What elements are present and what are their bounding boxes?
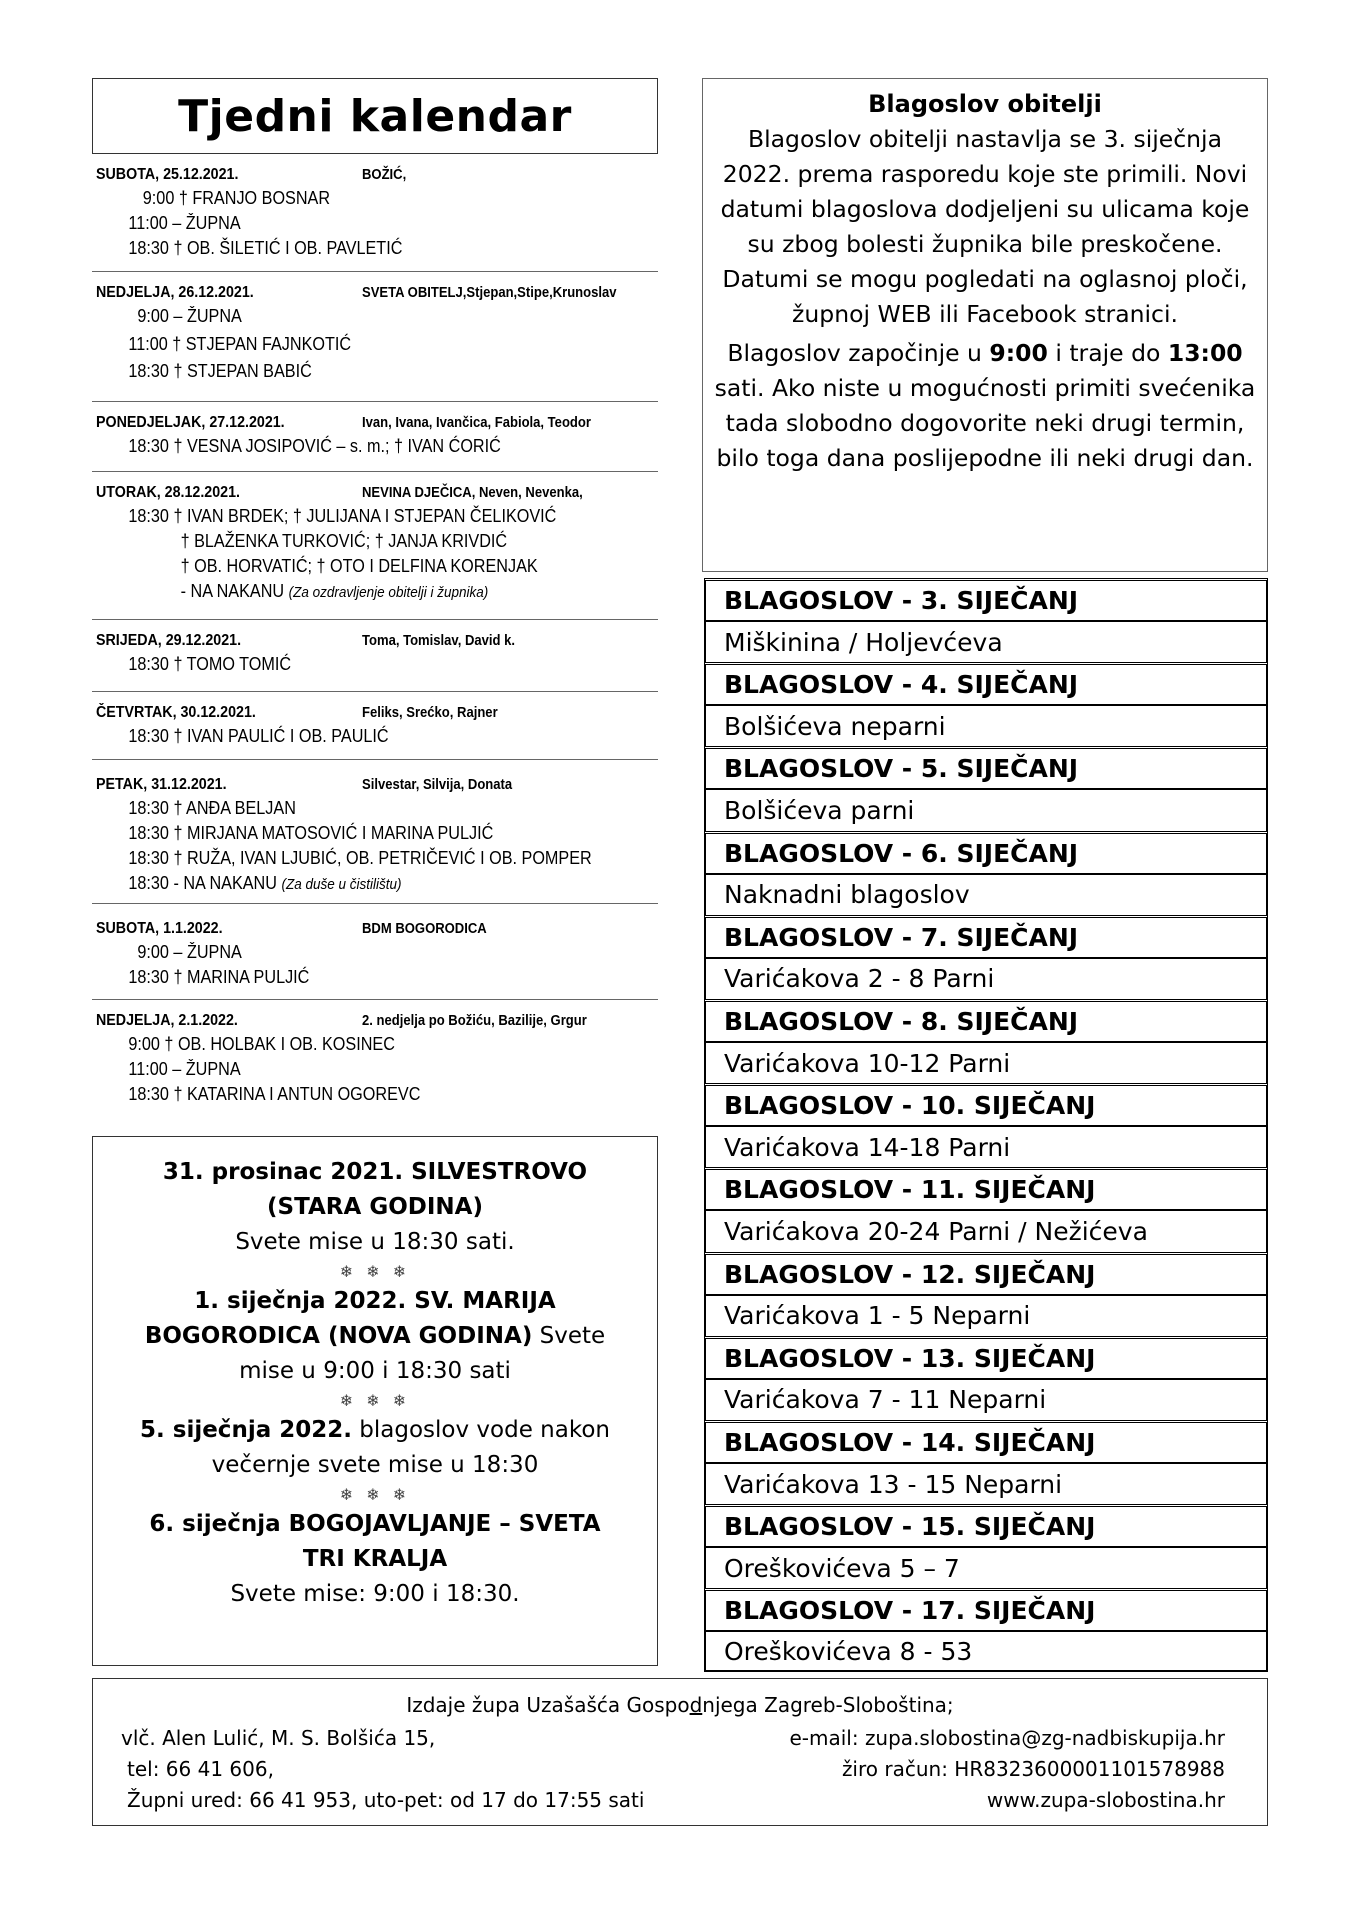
calendar-day <box>92 692 658 760</box>
calendar-day <box>92 760 658 904</box>
day-date: PETAK, 31.12.2021. <box>96 776 227 793</box>
mass-text: 18:30 - NA NAKANU <box>128 873 277 893</box>
mass-note: (Za duše u čistilištu) <box>281 876 402 893</box>
mass-entry: 18:30 † VESNA JOSIPOVIĆ – s. m.; † IVAN ĆORIĆ <box>128 436 501 456</box>
snowflake-divider-icon: ❄ ❄ ❄ <box>339 1262 411 1281</box>
mass-entry: 9:00 † OB. HOLBAK I OB. KOSINEC <box>128 1034 395 1054</box>
mass-entry: 18:30 † ANĐA BELJAN <box>128 798 296 818</box>
mass-entry: 9:00 – ŽUPNA <box>137 942 242 962</box>
schedule-date-row: BLAGOSLOV - 5. SIJEČANJ <box>704 746 1268 788</box>
publisher-text: d <box>689 1693 703 1717</box>
mass-entry: † OB. HORVATIĆ; † OTO I DELFINA KORENJAK <box>180 556 538 576</box>
schedule-street-row: Varićakova 10-12 Parni <box>704 1041 1268 1083</box>
schedule-date-row: BLAGOSLOV - 4. SIJEČANJ <box>704 662 1268 704</box>
day-date: UTORAK, 28.12.2021. <box>96 484 240 501</box>
announcement-text: Svete <box>532 1323 606 1349</box>
announcement-silvestrovo: 31. prosinac 2021. SILVESTROVO (STARA GODINA) <box>162 1159 588 1220</box>
schedule-street-row: Varićakova 13 - 15 Neparni <box>704 1462 1268 1504</box>
mass-entry: 11:00 – ŽUPNA <box>128 1059 241 1079</box>
day-date: PONEDJELJAK, 27.12.2021. <box>96 414 285 431</box>
mass-entry: 18:30 † OB. ŠILETIĆ I OB. PAVLETIĆ <box>128 238 403 258</box>
office-hours: Župni ured: 66 41 953, uto-pet: od 17 do 17:55 sati <box>127 1788 645 1812</box>
schedule-street-row: Miškinina / Holjevćeva <box>704 620 1268 662</box>
schedule-date-row: BLAGOSLOV - 7. SIJEČANJ <box>704 915 1268 957</box>
schedule-date-row: BLAGOSLOV - 13. SIJEČANJ <box>704 1336 1268 1378</box>
schedule-street-row: Varićakova 20-24 Parni / Nežićeva <box>704 1209 1268 1251</box>
announcement-text: mise u 9:00 i 18:30 sati <box>239 1358 511 1384</box>
blessing-text: Blagoslov započinje u <box>727 339 990 367</box>
announcement-epiphany: 6. siječnja BOGOJAVLJANJE – SVETA TRI KRALJA <box>149 1511 601 1572</box>
mass-entry: 18:30 † MARINA PULJIĆ <box>128 967 310 987</box>
announcement-holy-water <box>93 1413 657 1483</box>
mass-entry: 18:30 † RUŽA, IVAN LJUBIĆ, OB. PETRIČEVIĆ I OB. POMPER <box>128 848 592 868</box>
announcement-text: Svete mise u 18:30 sati. <box>235 1229 515 1255</box>
publisher-text: njega Zagreb-Sloboština; <box>702 1693 954 1717</box>
telephone: tel: 66 41 606, <box>127 1757 274 1781</box>
mass-entry: 18:30 † IVAN PAULIĆ I OB. PAULIĆ <box>128 726 389 746</box>
schedule-street-row: Varićakova 14-18 Parni <box>704 1125 1268 1167</box>
day-feast: NEVINA DJEČICA, Neven, Nevenka, <box>362 485 583 501</box>
mass-entry: † BLAŽENKA TURKOVIĆ; † JANJA KRIVDIĆ <box>180 531 508 551</box>
day-date: SUBOTA, 1.1.2022. <box>96 920 223 937</box>
day-feast: BOŽIĆ, <box>362 167 407 183</box>
schedule-date-row: BLAGOSLOV - 11. SIJEČANJ <box>704 1167 1268 1209</box>
mass-entry: 18:30 † KATARINA I ANTUN OGOREVC <box>128 1084 421 1104</box>
blessing-paragraph: Blagoslov obitelji nastavlja se 3. siječnja 2022. prema rasporedu koje ste primili. Novi datumi blagoslova dodjeljeni su ulicama koje su zbog bolesti župnika bile preskočene. <box>720 125 1250 258</box>
schedule-street-row: Naknadni blagoslov <box>704 873 1268 915</box>
website: www.zupa-slobostina.hr <box>986 1788 1225 1812</box>
calendar-day <box>92 620 658 692</box>
schedule-date-row: BLAGOSLOV - 15. SIJEČANJ <box>704 1504 1268 1546</box>
schedule-street-row: Varićakova 1 - 5 Neparni <box>704 1294 1268 1336</box>
blessing-text: sati. Ako niste u mogućnosti primiti svećenika tada slobodno dogovorite neki drugi termin, bilo toga dana poslijepodne ili neki drugi dan. <box>714 374 1256 472</box>
schedule-date-row: BLAGOSLOV - 17. SIJEČANJ <box>704 1588 1268 1630</box>
day-feast: Ivan, Ivana, Ivančica, Fabiola, Teodor <box>362 415 591 431</box>
blessing-time: 13:00 <box>1167 339 1243 367</box>
calendar-day <box>92 1000 658 1114</box>
mass-entry: 11:00 – ŽUPNA <box>128 213 241 233</box>
calendar-day <box>92 272 658 402</box>
calendar-day <box>92 904 658 1000</box>
day-date: ČETVRTAK, 30.12.2021. <box>96 704 256 721</box>
schedule-street-row: Varićakova 7 - 11 Neparni <box>704 1378 1268 1420</box>
blessing-time: 9:00 <box>989 339 1048 367</box>
mass-entry: 11:00 † STJEPAN FAJNKOTIĆ <box>128 334 352 354</box>
schedule-date-row: BLAGOSLOV - 14. SIJEČANJ <box>704 1420 1268 1462</box>
day-feast: Feliks, Srećko, Rajner <box>362 705 498 721</box>
mass-entry: 9:00 † FRANJO BOSNAR <box>142 188 331 208</box>
day-date: NEDJELJA, 26.12.2021. <box>96 284 254 301</box>
publisher-line <box>93 1693 1267 1717</box>
mass-entry: 18:30 † IVAN BRDEK; † JULIJANA I STJEPAN ČELIKOVIĆ <box>128 506 557 526</box>
announcements-box <box>92 1136 658 1666</box>
day-date: SUBOTA, 25.12.2021. <box>96 166 239 183</box>
day-feast: SVETA OBITELJ,Stjepan,Stipe,Krunoslav <box>362 285 617 301</box>
mass-entry <box>96 579 602 605</box>
publisher-text: Izdaje župa Uzašašća Gospo <box>406 1693 690 1717</box>
snowflake-divider-icon: ❄ ❄ ❄ <box>339 1485 411 1504</box>
mass-entry: 18:30 † MIRJANA MATOSOVIĆ I MARINA PULJIĆ <box>128 823 494 843</box>
announcement-bold: 5. siječnja 2022. <box>140 1417 352 1443</box>
blessing-schedule-table <box>704 578 1268 1672</box>
email: e-mail: zupa.slobostina@zg-nadbiskupija.hr <box>789 1726 1225 1750</box>
day-feast: Silvestar, Silvija, Donata <box>362 777 513 793</box>
mass-entry: 9:00 – ŽUPNA <box>137 306 242 326</box>
schedule-date-row: BLAGOSLOV - 10. SIJEČANJ <box>704 1083 1268 1125</box>
weekly-calendar <box>92 160 658 1114</box>
calendar-day <box>92 472 658 620</box>
announcement-text: Svete mise: 9:00 i 18:30. <box>230 1581 520 1607</box>
mass-entry: 18:30 † TOMO TOMIĆ <box>128 654 292 674</box>
day-date: SRIJEDA, 29.12.2021. <box>96 632 242 649</box>
schedule-street-row: Varićakova 2 - 8 Parni <box>704 957 1268 999</box>
blessing-box <box>702 78 1268 572</box>
day-feast: Toma, Tomislav, David k. <box>362 633 516 649</box>
calendar-title-box <box>92 78 658 154</box>
calendar-day <box>92 402 658 472</box>
mass-entry <box>96 871 602 897</box>
announcement-bold: 1. siječnja 2022. SV. MARIJA BOGORODICA (NOVA GODINA) <box>144 1288 556 1349</box>
day-feast: 2. nedjelja po Božiću, Bazilije, Grgur <box>362 1013 587 1029</box>
announcement-text: blagoslov vode nakon večernje svete mise u 18:30 <box>211 1417 610 1478</box>
calendar-day <box>92 160 658 272</box>
snowflake-divider-icon: ❄ ❄ ❄ <box>339 1391 411 1410</box>
calendar-title: Tjedni kalendar <box>178 90 572 142</box>
schedule-street-row: Bolšićeva parni <box>704 788 1268 830</box>
schedule-street-row: Bolšićeva neparni <box>704 704 1268 746</box>
schedule-street-row: Oreškovićeva 8 - 53 <box>704 1630 1268 1672</box>
day-date: NEDJELJA, 2.1.2022. <box>96 1012 238 1029</box>
priest-address: vlč. Alen Lulić, M. S. Bolšića 15, <box>121 1726 436 1750</box>
schedule-date-row: BLAGOSLOV - 3. SIJEČANJ <box>704 578 1268 620</box>
blessing-text: i traje do <box>1047 339 1168 367</box>
schedule-date-row: BLAGOSLOV - 12. SIJEČANJ <box>704 1252 1268 1294</box>
announcement-new-year <box>93 1284 657 1354</box>
mass-text: - NA NAKANU <box>180 581 285 601</box>
footer-box <box>92 1678 1268 1826</box>
bank-account: žiro račun: HR8323600001101578988 <box>841 1757 1225 1781</box>
schedule-date-row: BLAGOSLOV - 6. SIJEČANJ <box>704 831 1268 873</box>
blessing-paragraph <box>711 336 1259 476</box>
mass-entry: 18:30 † STJEPAN BABIĆ <box>128 361 312 381</box>
mass-note: (Za ozdravljenje obitelji i župnika) <box>288 584 489 601</box>
schedule-date-row: BLAGOSLOV - 8. SIJEČANJ <box>704 999 1268 1041</box>
day-feast: BDM BOGORODICA <box>362 921 487 937</box>
schedule-street-row: Oreškovićeva 5 – 7 <box>704 1546 1268 1588</box>
blessing-paragraph: Datumi se mogu pogledati na oglasnoj ploči, župnoj WEB ili Facebook stranici. <box>722 265 1248 328</box>
blessing-title: Blagoslov obitelji <box>868 90 1102 118</box>
